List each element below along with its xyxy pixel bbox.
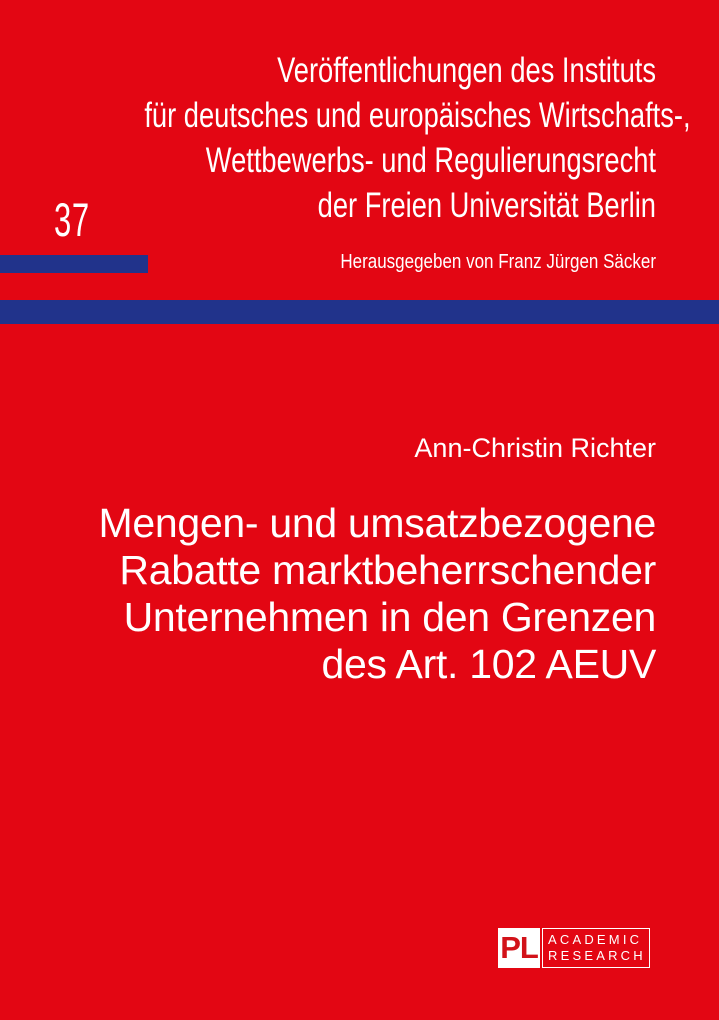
publisher-wordmark-line: RESEARCH xyxy=(548,948,646,963)
book-title-line: Unternehmen in den Grenzen xyxy=(123,594,656,640)
series-title-line: der Freien Universität Berlin xyxy=(317,186,656,225)
publisher-logo xyxy=(498,928,650,968)
book-title-line: Mengen- und umsatzbezogene xyxy=(98,500,656,546)
book-title-line: des Art. 102 AEUV xyxy=(321,641,656,687)
book-title-line: Rabatte marktbeherrschender xyxy=(119,547,656,593)
author-name: Ann-Christin Richter xyxy=(414,433,656,463)
series-title-line: für deutsches und europäisches Wirtschafts-, xyxy=(144,96,691,135)
publisher-wordmark-line: ACADEMIC xyxy=(548,932,643,947)
publisher-wordmark xyxy=(542,928,650,968)
series-title-line: Veröffentlichungen des Instituts xyxy=(277,51,656,90)
horizontal-blue-band xyxy=(0,300,719,324)
series-title-line: Wettbewerbs- und Regulierungsrecht xyxy=(205,141,656,180)
publisher-monogram: PL xyxy=(498,928,540,968)
left-accent-stripe xyxy=(0,255,148,273)
editor-line: Herausgegeben von Franz Jürgen Säcker xyxy=(340,251,656,273)
book-title xyxy=(0,500,656,688)
series-number: 37 xyxy=(54,193,90,246)
